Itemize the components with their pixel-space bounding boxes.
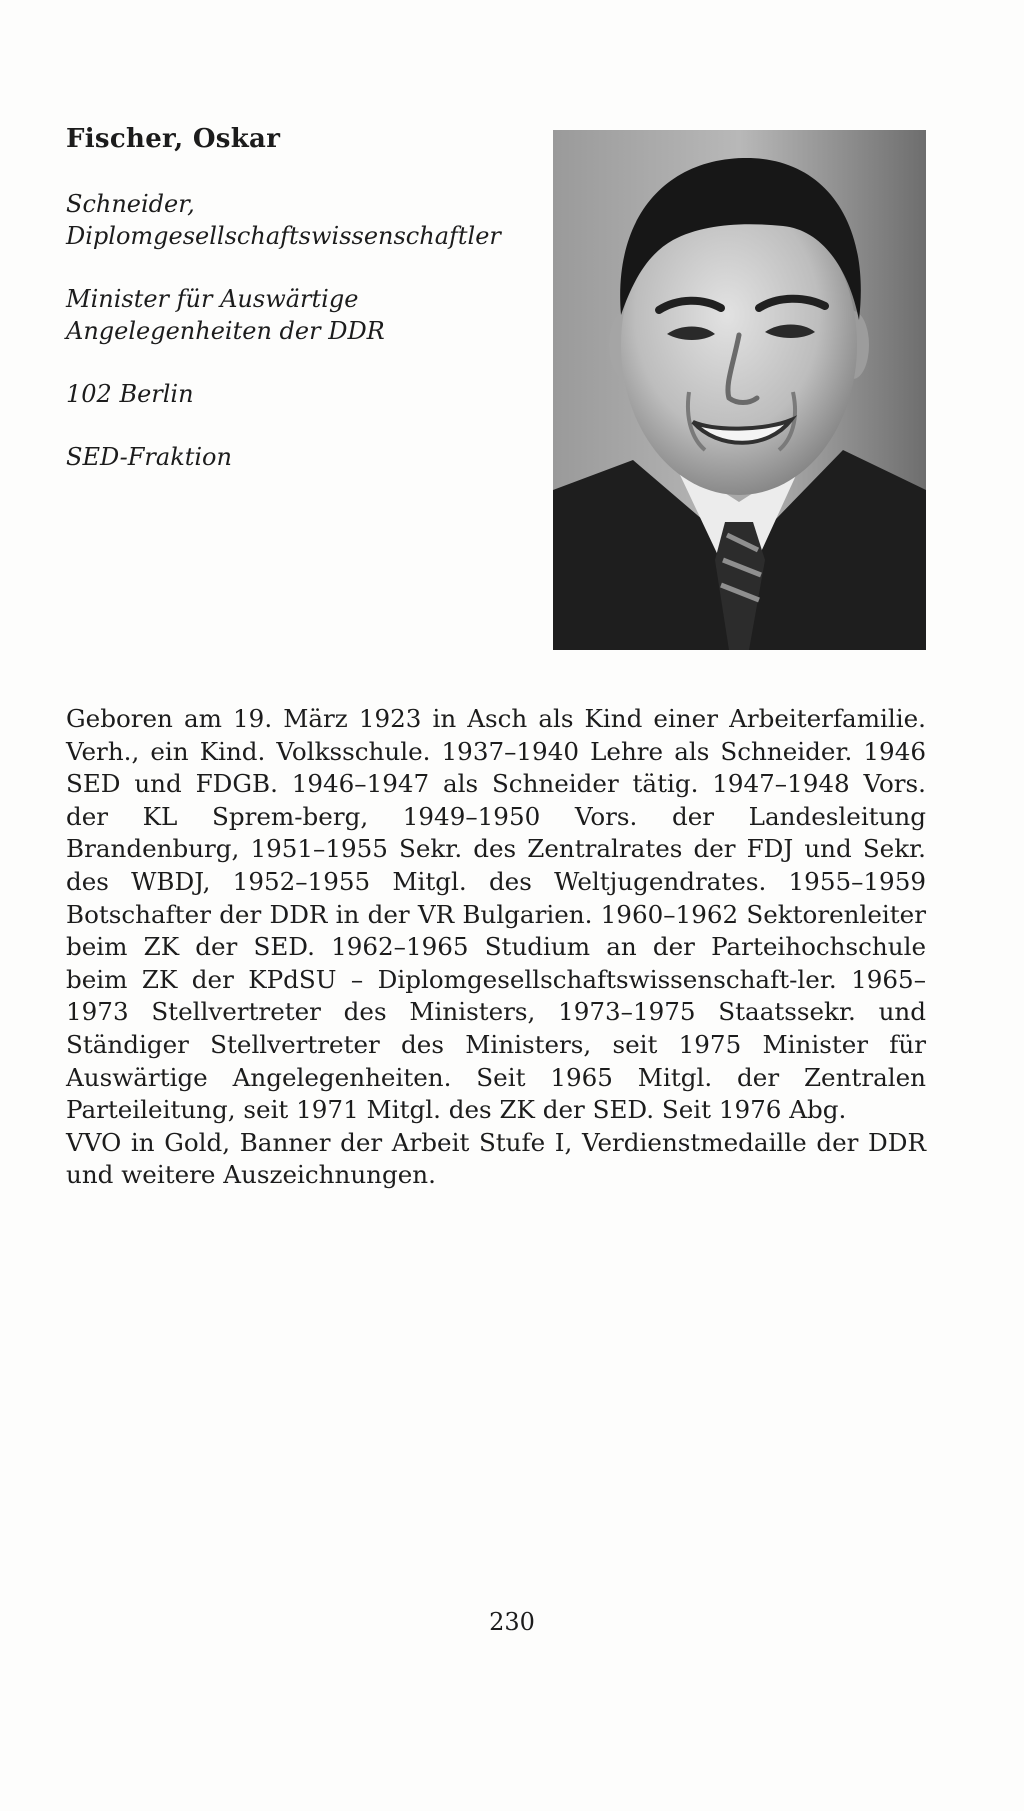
page-number: 230 bbox=[489, 1608, 535, 1636]
portrait-photo bbox=[553, 130, 926, 650]
biography bbox=[66, 703, 926, 1192]
portrait-illustration bbox=[553, 130, 926, 650]
awards-paragraph: VVO in Gold, Banner der Arbeit Stufe I, Verdienstmedaille der DDR und weitere Auszeichnungen. bbox=[66, 1127, 926, 1190]
entry-faction bbox=[66, 441, 526, 473]
entry-profession bbox=[66, 188, 526, 252]
entry-location bbox=[66, 378, 526, 410]
profession-line: Diplomgesellschaftswissenschaftler bbox=[66, 222, 501, 250]
entry-name: Fischer, Oskar bbox=[66, 124, 281, 154]
position-line: Angelegenheiten der DDR bbox=[66, 317, 385, 345]
location-text: 102 Berlin bbox=[66, 380, 194, 408]
biography-paragraph: Geboren am 19. März 1923 in Asch als Kind einer Arbeiterfamilie. Verh., ein Kind. Volksschule. 1937–1940 Lehre als Schneider. 1946 SED und FDGB. 1946–1947 als Schneider tätig. 1947–1948 Vors. der KL Sprem-berg, 1949–1950 Vors. der Landesleitung Brandenburg, 1951–1955 Sekr. des Zentralrates der FDJ und Sekr. des WBDJ, 1952–1955 Mitgl. des Weltjugendrates. 1955–1959 Botschafter der DDR in der VR Bulgarien. 1960–1962 Sektorenleiter beim ZK der SED. 1962–1965 Studium an der Parteihochschule beim ZK der KPdSU – Diplomgesellschaftswissenschaft-ler. 1965–1973 Stellvertreter des Ministers, 1973–1975 Staatssekr. und Ständiger Stellvertreter des Ministers, seit 1975 Minister für Auswärtige Angelegenheiten. Seit 1965 Mitgl. der Zentralen Parteileitung, seit 1971 Mitgl. des ZK der SED. Seit 1976 Abg. bbox=[66, 704, 926, 1125]
faction-text: SED-Fraktion bbox=[66, 443, 232, 471]
entry-details bbox=[66, 188, 526, 504]
position-line: Minister für Auswärtige bbox=[66, 285, 359, 313]
profession-line: Schneider, bbox=[66, 190, 195, 218]
entry-position bbox=[66, 283, 526, 347]
